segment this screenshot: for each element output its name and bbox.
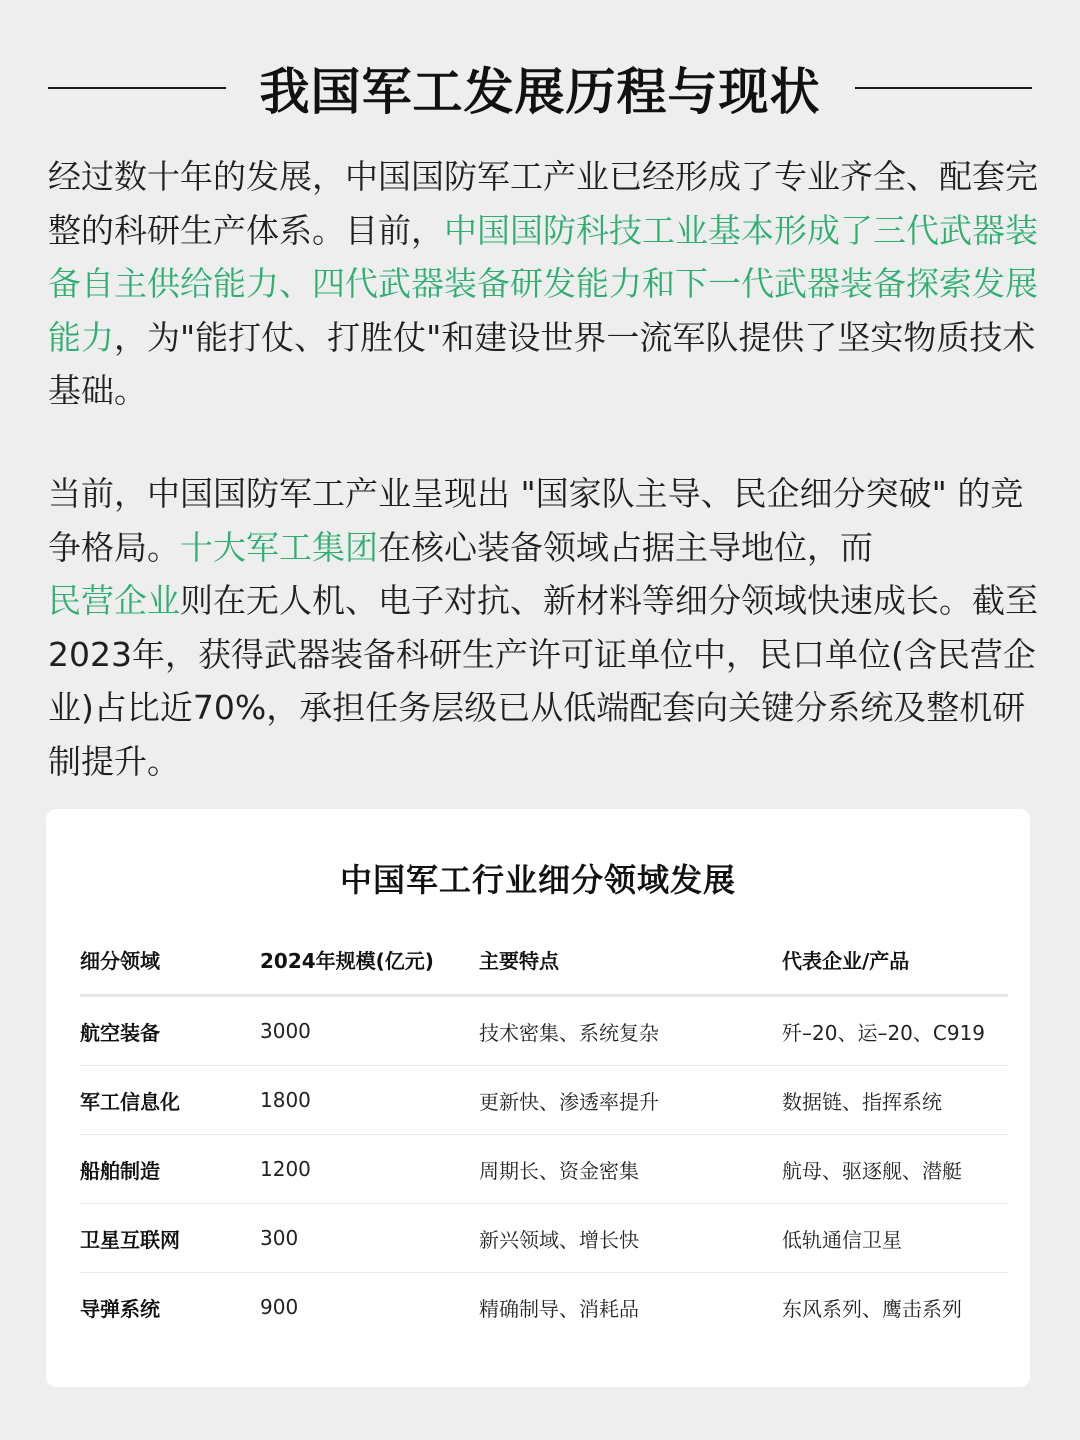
title-row	[48, 48, 1032, 128]
header-cell: 代表企业/产品	[782, 924, 1008, 996]
table-cell: 精确制导、消耗品	[479, 1296, 639, 1321]
table-cell: 900	[260, 1295, 299, 1319]
table-cell: 航空装备	[80, 996, 260, 1066]
highlighted-text: 中国国防科技工业基本形成了三代武器装备自主供给能力、四代武器装备研发能力和下一代武器装备探索发展能力	[48, 210, 1038, 357]
table-cell: 1200	[260, 1135, 479, 1204]
table-cell: 船舶制造	[80, 1135, 260, 1204]
table-cell: 3000	[260, 996, 479, 1066]
table-cell: 1800	[260, 1066, 479, 1135]
table-cell: 周期长、资金密集	[479, 1135, 782, 1204]
table-cell: 东风系列、鹰击系列	[782, 1296, 962, 1321]
highlighted-text: 十大军工集团	[180, 527, 378, 567]
table-cell: 卫星互联网	[80, 1204, 260, 1273]
table-header-row	[80, 924, 1008, 996]
table-cell: 军工信息化	[80, 1066, 260, 1135]
table-row	[80, 996, 1008, 1066]
paragraph-text: 在核心装备领域占据主导地位，而	[378, 527, 873, 567]
paragraph-status	[48, 467, 1038, 788]
page-title: 我国军工发展历程与现状	[259, 63, 821, 121]
table-cell: 300	[260, 1204, 479, 1273]
paragraph-text: ，为"能打仗、打胜仗"和建设世界一流军队提供了坚实物质技术基础。	[48, 317, 1036, 410]
table-cell: 新兴领域、增长快	[479, 1204, 782, 1273]
header-cell: 主要特点	[479, 924, 782, 996]
table-cell: 数据链、指挥系统	[782, 1066, 1008, 1135]
table-row	[80, 1204, 1008, 1273]
paragraph-text: 则在无人机、电子对抗、新材料等细分领域快速成长。截至2023年，获得武器装备科研生产许可证单位中，民口单位(含民营企业)占比近70%，承担任务层级已从低端配套向关键分系统及整机研制提升。	[48, 581, 1038, 781]
table-cell: 歼–20、运–20、C919	[782, 996, 1008, 1066]
paragraph-text: 经过数十年的发展，中国国防军工产业已经形成了专业齐全、配套完整的科研生产体系。目前，	[48, 157, 1038, 250]
header-cell: 2024年规模(亿元)	[260, 924, 479, 996]
table-cell: 更新快、渗透率提升	[479, 1066, 782, 1135]
table-cell: 导弹系统	[80, 1296, 160, 1321]
table-row	[80, 1066, 1008, 1135]
title-divider-right	[855, 87, 1033, 89]
paragraph-text: 当前，中国国防军工产业呈现出 "国家队主导、民企细分突破" 的竞争格局。	[48, 474, 1024, 567]
paragraph-development	[48, 150, 1038, 418]
table-title: 中国军工行业细分领域发展	[339, 861, 736, 899]
table-cell: 低轨通信卫星	[782, 1204, 1008, 1273]
table-cell: 技术密集、系统复杂	[479, 996, 782, 1066]
segment-table	[80, 924, 1008, 1341]
table-cell: 航母、驱逐舰、潜艇	[782, 1135, 1008, 1204]
header-cell: 细分领域	[80, 924, 260, 996]
highlighted-text: 民营企业	[48, 581, 180, 620]
table-row	[80, 1273, 1008, 1342]
table-row	[80, 1135, 1008, 1204]
table-card	[46, 809, 1030, 1387]
title-divider-left	[48, 87, 226, 89]
